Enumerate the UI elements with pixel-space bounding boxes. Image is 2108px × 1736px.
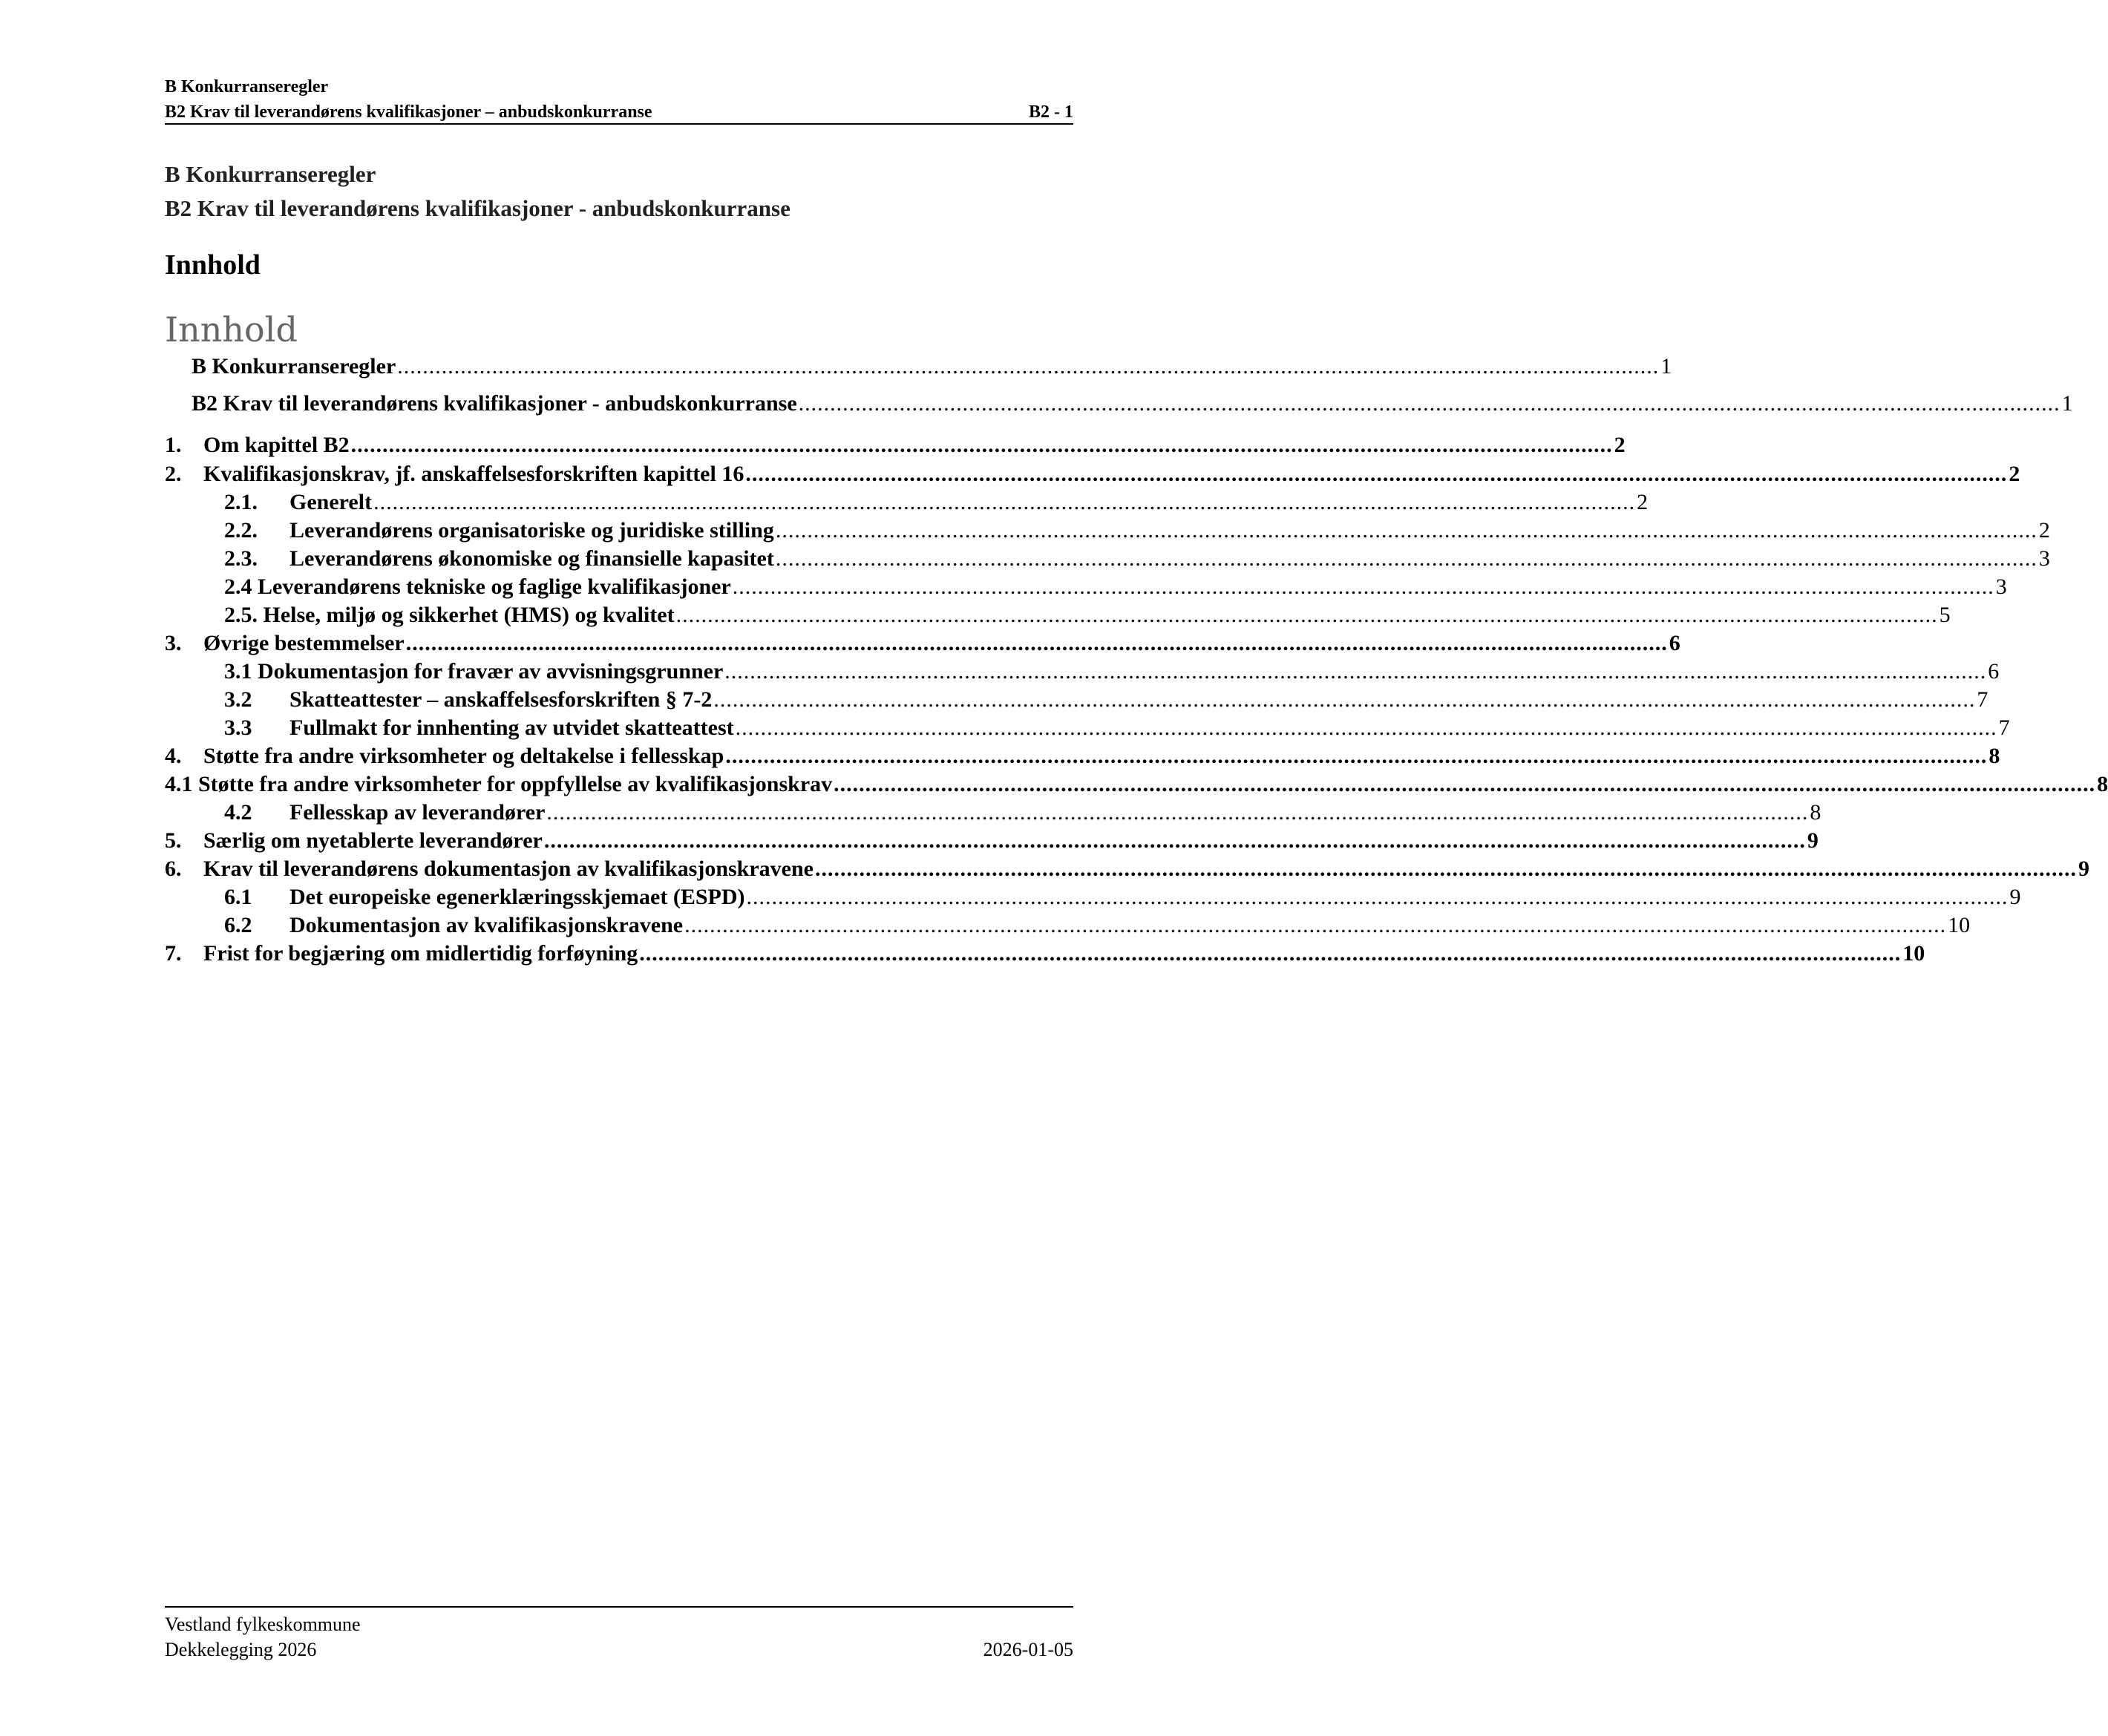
toc-entry[interactable] — [165, 517, 2050, 545]
toc-entry-title: Kvalifikasjonskrav, jf. anskaffelsesforskriften kapittel 16 — [203, 462, 744, 486]
toc-entry[interactable] — [165, 855, 2089, 883]
toc-entry-title: Leverandørens økonomiske og finansielle kapasitet — [289, 546, 774, 571]
toc-entry-title: Leverandørens organisatoriske og juridiske stilling — [289, 518, 774, 543]
toc-entry[interactable] — [165, 658, 2000, 686]
toc-entry[interactable] — [165, 686, 1988, 714]
toc-entry-page: 8 — [1810, 800, 1821, 825]
toc-entry-title: Krav til leverandørens dokumentasjon av kvalifikasjonskravene — [203, 856, 814, 881]
toc-entry-title: 4.1 Støtte fra andre virksomheter for oppfyllelse av kvalifikasjonskrav — [165, 772, 833, 796]
toc-entry-page: 2 — [1637, 490, 1649, 514]
toc-entry[interactable] — [165, 353, 1672, 381]
toc-entry-number: 1. — [165, 433, 182, 457]
toc-entry-title: Det europeiske egenerklæringsskjemaet (ESPD) — [289, 885, 745, 909]
toc-entry-page: 5 — [1939, 603, 1951, 627]
toc-entry-page: 3 — [1995, 574, 2007, 599]
toc-leader-dots: ........................................................................................................................................................................................................ — [373, 490, 1636, 514]
toc-leader-dots: ........................................................................................................................................................................................................ — [725, 744, 1988, 768]
toc-entry-page: 6 — [1988, 659, 2000, 684]
toc-entry-title: 2.5. Helse, miljø og sikkerhet (HMS) og kvalitet — [224, 603, 675, 627]
toc-entry-number: 6.2 — [224, 913, 252, 937]
page-header — [165, 74, 1073, 125]
toc-entry[interactable] — [165, 714, 2010, 742]
innhold-heading: Innhold — [165, 249, 261, 281]
toc-entry-page: 7 — [1998, 715, 2010, 740]
toc-entry-title: Frist for begjæring om midlertidig forføyning — [203, 941, 638, 966]
toc-entry-page: 6 — [1669, 631, 1680, 655]
toc-entry[interactable] — [165, 629, 1680, 658]
toc-leader-dots: ........................................................................................................................................................................................................ — [834, 772, 2096, 796]
toc-entry[interactable] — [165, 742, 2000, 770]
toc-entry-title: Særlig om nyetablerte leverandører — [203, 828, 543, 853]
toc-leader-dots: ........................................................................................................................................................................................................ — [546, 800, 1809, 825]
toc-entry-number: 4.2 — [224, 800, 252, 825]
document-title — [165, 157, 1073, 226]
toc-entry[interactable] — [165, 911, 1971, 940]
toc-entry-title: Om kapittel B2 — [203, 433, 350, 457]
toc-entry-page: 9 — [1807, 828, 1819, 853]
toc-entry[interactable] — [165, 799, 1821, 827]
toc-entry-page: 1 — [1660, 354, 1672, 379]
toc-entry-page: 1 — [2061, 391, 2073, 416]
toc-entry-title: Støtte fra andre virksomheter og deltakelse i fellesskap — [203, 744, 724, 768]
toc-entry-page: 2 — [2038, 518, 2050, 543]
document-title-line1: B Konkurranseregler — [165, 161, 376, 187]
header-page-ref: B2 - 1 — [1029, 102, 1073, 122]
toc-leader-dots: ........................................................................................................................................................................................................ — [746, 885, 2009, 909]
toc-entry-number: 5. — [165, 828, 182, 853]
footer-document-name: Dekkelegging 2026 — [165, 1639, 317, 1660]
toc-entry-page: 8 — [1988, 744, 2000, 768]
toc-leader-dots: ........................................................................................................................................................................................................ — [675, 603, 1938, 627]
toc-entry[interactable] — [165, 431, 1626, 459]
toc-entry[interactable] — [165, 883, 2021, 911]
toc-entry-number: 2.2. — [224, 518, 258, 543]
toc-entry-number: 2.3. — [224, 546, 258, 571]
toc-entry-page: 9 — [2078, 856, 2089, 881]
toc-entry-title: B Konkurranseregler — [192, 354, 396, 379]
toc-entry-number: 6.1 — [224, 885, 252, 909]
toc-entry[interactable] — [165, 601, 1951, 629]
toc-entry[interactable] — [165, 940, 1925, 968]
header-rule — [165, 123, 1073, 125]
toc-entry-page: 10 — [1948, 913, 1971, 937]
toc-entry[interactable] — [165, 545, 2050, 573]
toc-entry-title: Skatteattester – anskaffelsesforskriften § 7-2 — [289, 687, 713, 712]
toc-leader-dots: ........................................................................................................................................................................................................ — [735, 715, 1997, 740]
toc-leader-dots: ........................................................................................................................................................................................................ — [815, 856, 2077, 881]
footer-organization: Vestland fylkeskommune — [165, 1614, 361, 1635]
toc-entry-number: 2. — [165, 462, 182, 486]
toc-entry[interactable] — [165, 573, 2007, 601]
toc-entry-title: Fullmakt for innhenting av utvidet skatteattest — [289, 715, 734, 740]
toc-entry-title: 3.1 Dokumentasjon for fravær av avvisningsgrunner — [224, 659, 724, 684]
toc-entry-page: 3 — [2038, 546, 2050, 571]
toc-leader-dots: ........................................................................................................................................................................................................ — [684, 913, 1947, 937]
toc-leader-dots: ........................................................................................................................................................................................................ — [713, 687, 1976, 712]
toc-entry-title: 2.4 Leverandørens tekniske og faglige kvalifikasjoner — [224, 574, 731, 599]
toc-entry-number: 3.3 — [224, 715, 252, 740]
toc-leader-dots: ........................................................................................................................................................................................................ — [639, 941, 1902, 966]
toc-entry-page: 7 — [1977, 687, 1988, 712]
toc-leader-dots: ........................................................................................................................................................................................................ — [798, 391, 2060, 416]
toc-heading: Innhold — [165, 309, 298, 350]
toc-leader-dots: ........................................................................................................................................................................................................ — [405, 631, 1668, 655]
toc-entry-title: B2 Krav til leverandørens kvalifikasjoner - anbudskonkurranse — [192, 391, 797, 416]
footer-rule — [165, 1606, 1073, 1608]
toc-entry-number: 7. — [165, 941, 182, 966]
toc-entry[interactable] — [165, 770, 2108, 799]
toc-entry[interactable] — [165, 488, 1649, 517]
footer-date: 2026-01-05 — [983, 1639, 1073, 1660]
toc-entry-number: 3. — [165, 631, 182, 655]
toc-leader-dots: ........................................................................................................................................................................................................ — [543, 828, 1806, 853]
header-section-title: B Konkurranseregler — [165, 77, 329, 96]
toc-entry-number: 2.1. — [224, 490, 258, 514]
toc-entry-number: 4. — [165, 744, 182, 768]
toc-entry-page: 8 — [2097, 772, 2108, 796]
toc-leader-dots: ........................................................................................................................................................................................................ — [397, 354, 1660, 379]
toc-entry-page: 2 — [1614, 433, 1626, 457]
toc-leader-dots: ........................................................................................................................................................................................................ — [350, 433, 1613, 457]
toc-leader-dots: ........................................................................................................................................................................................................ — [775, 546, 2037, 571]
toc-entry[interactable] — [165, 827, 1819, 855]
toc-leader-dots: ........................................................................................................................................................................................................ — [745, 462, 2008, 486]
toc-entry[interactable] — [165, 460, 2020, 488]
toc-entry-page: 2 — [2009, 462, 2020, 486]
toc-entry-title: Øvrige bestemmelser — [203, 631, 405, 655]
toc-entry-title: Generelt — [289, 490, 373, 514]
toc-entry-title: Fellesskap av leverandører — [289, 800, 546, 825]
toc-entry-number: 6. — [165, 856, 182, 881]
toc-leader-dots: ........................................................................................................................................................................................................ — [732, 574, 1994, 599]
toc-leader-dots: ........................................................................................................................................................................................................ — [775, 518, 2037, 543]
document-title-line2: B2 Krav til leverandørens kvalifikasjoner - anbudskonkurranse — [165, 195, 790, 221]
page-footer — [165, 1612, 1073, 1663]
toc-leader-dots: ........................................................................................................................................................................................................ — [724, 659, 1987, 684]
toc-entry[interactable] — [165, 390, 2073, 418]
header-chapter-title: B2 Krav til leverandørens kvalifikasjoner – anbudskonkurranse — [165, 102, 652, 122]
toc-entry-page: 10 — [1902, 941, 1925, 966]
toc-entry-title: Dokumentasjon av kvalifikasjonskravene — [289, 913, 684, 937]
toc-entry-page: 9 — [2009, 885, 2021, 909]
toc-entry-number: 3.2 — [224, 687, 252, 712]
